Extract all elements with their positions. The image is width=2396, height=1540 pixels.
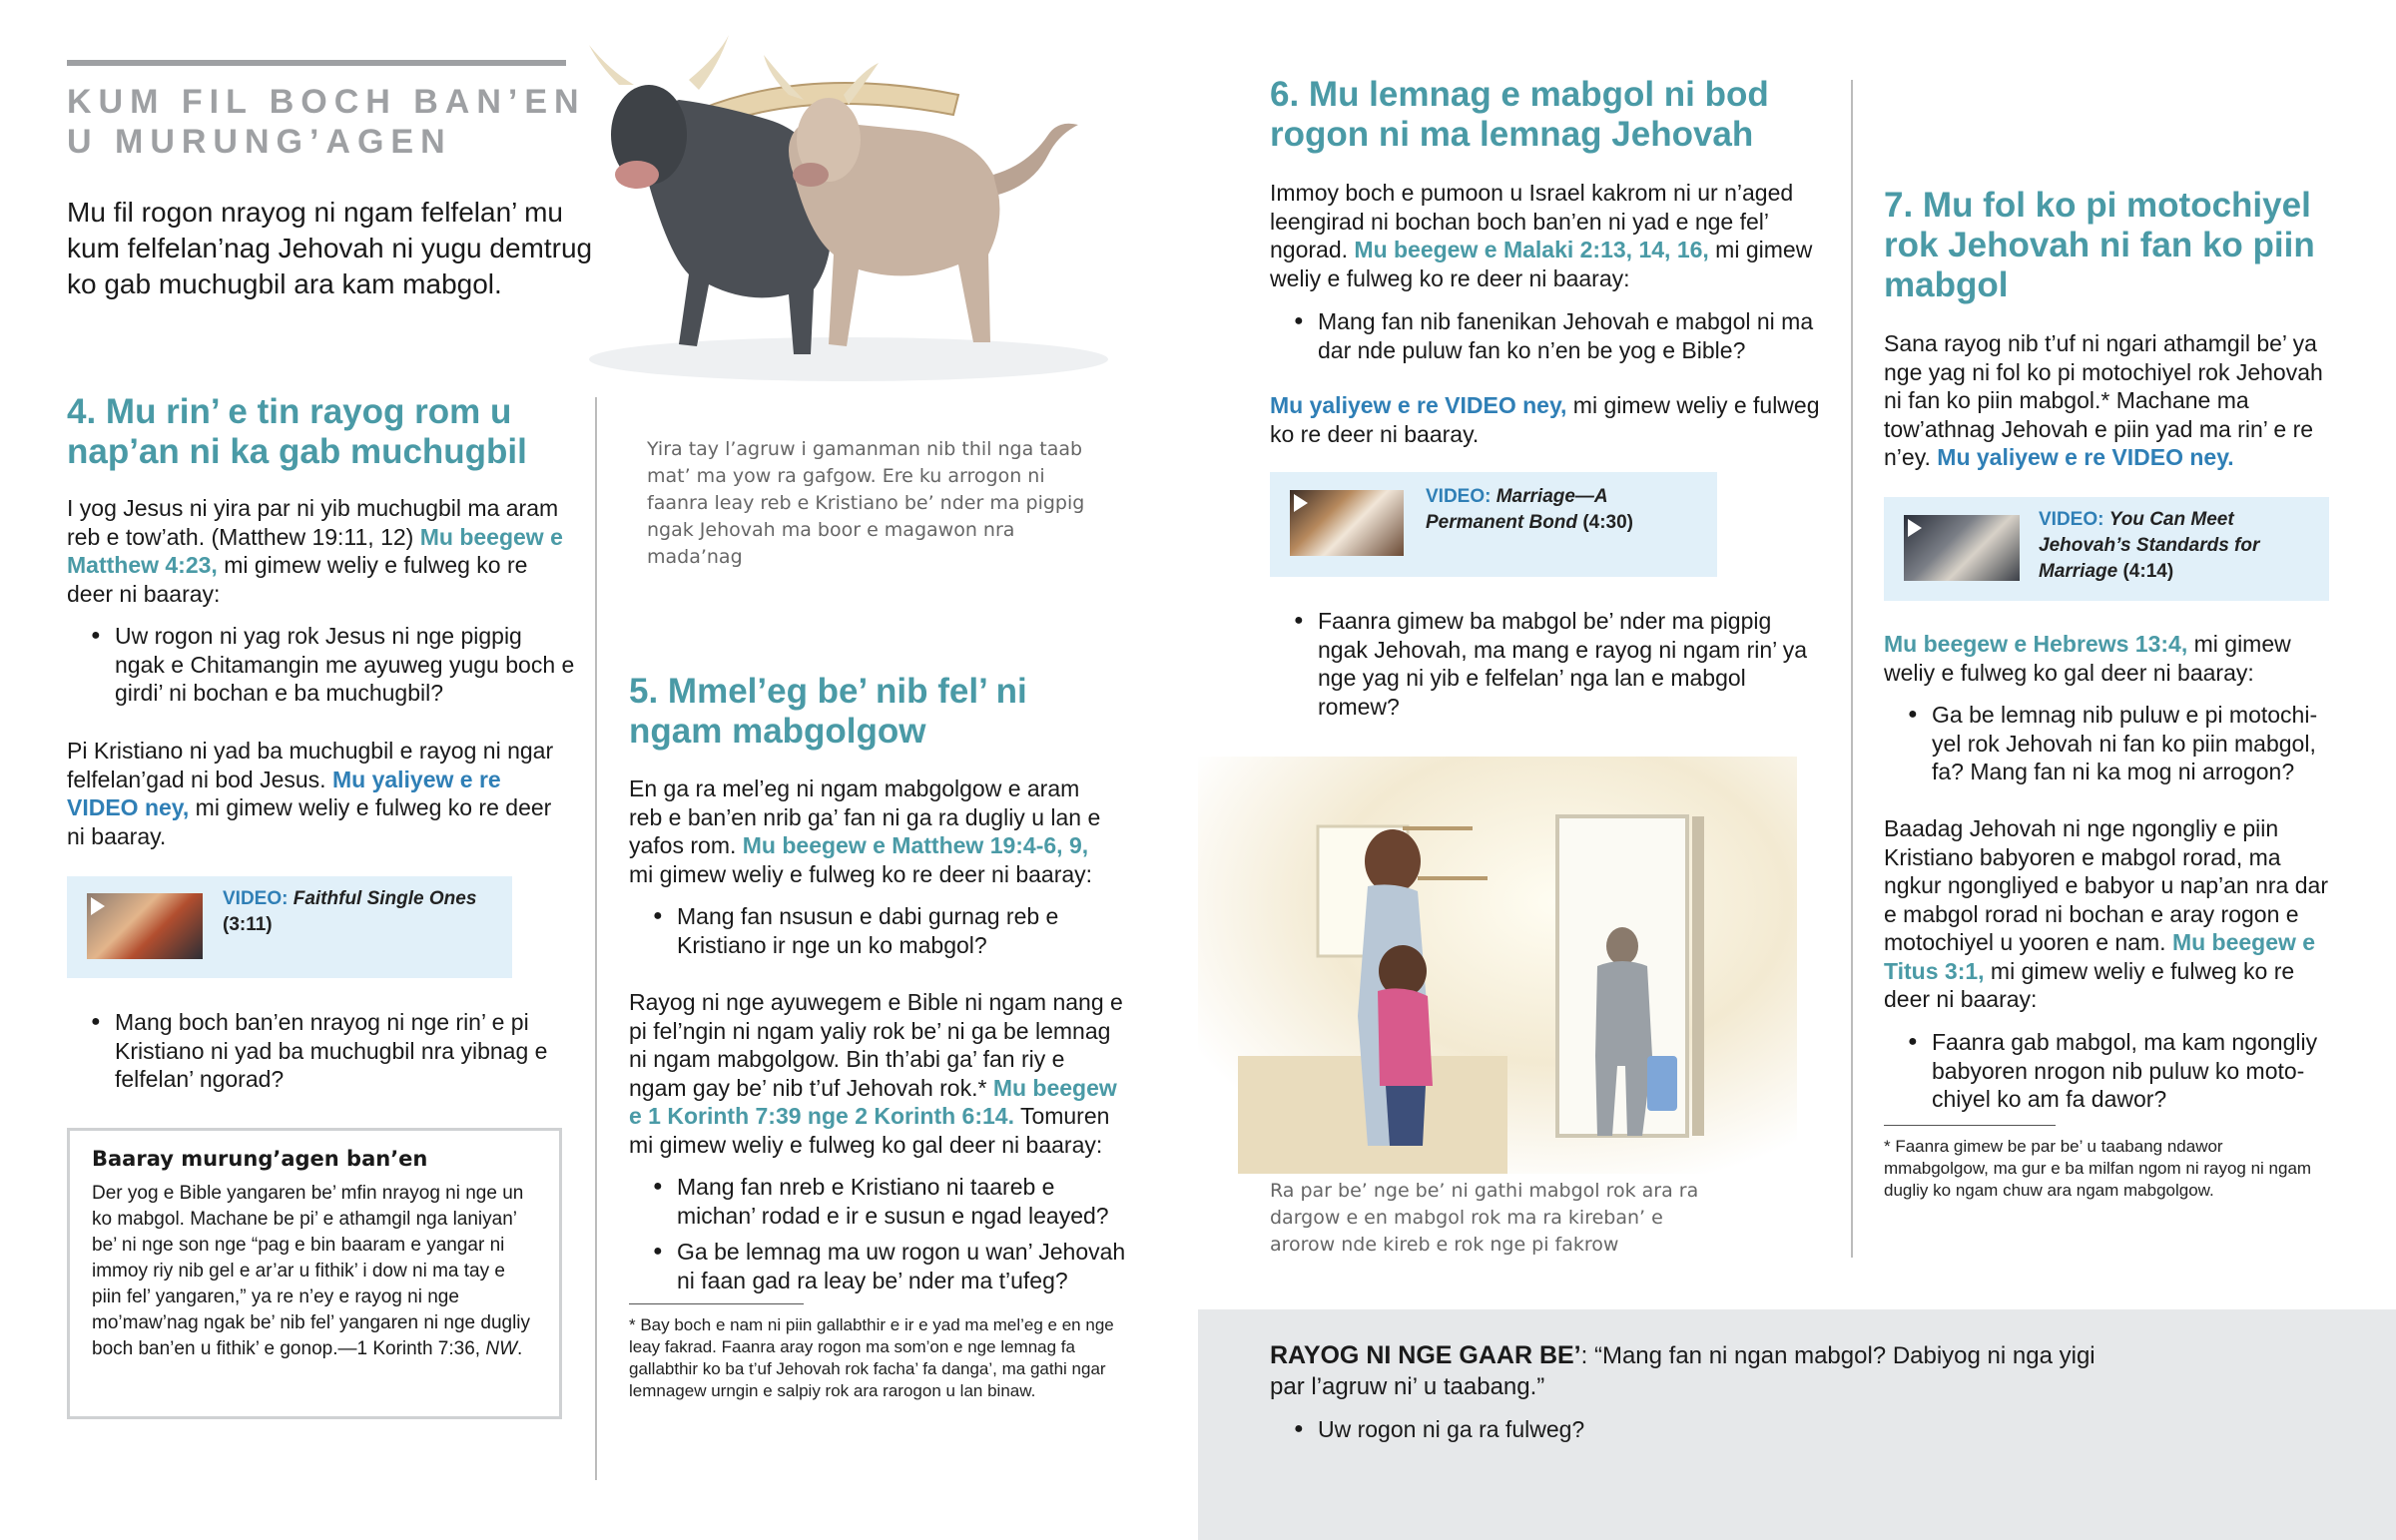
question-item: ● Faanra gimew ba mabgol be’ nder ma pigpig ngak Jehovah, ma mang e rayog ni ngam rin’ ya nge yag ni yib e felfelan’ nga lan e mabgol romew? bbox=[1270, 607, 1809, 721]
footnote-rule bbox=[629, 1303, 804, 1304]
section-7-heading: 7. Mu fol ko pi motochiyel rok Jehovah ni fan ko piin mabgol bbox=[1884, 186, 2315, 304]
video-faithful-single-ones[interactable] bbox=[67, 876, 512, 978]
scripture-link-1-korinth[interactable]: Mu beegew e 1 Korinth 7:39 nge 2 Korinth 6:14. bbox=[629, 1074, 1117, 1129]
bottom-lead: RAYOG NI NGE GAAR BE’ bbox=[1270, 1341, 1581, 1369]
section-7-footnote: * Faanra gimew be par be’ u taabang ndawor mmabgolgow, ma gur e ba milfan ngom ni rayog ni ngam dugliy ko ngam chuw ara ngam mabgolgow. bbox=[1884, 1137, 2312, 1200]
question-item: ● Ga be lemnag nib puluw e pi motochi-yel rok Jehovah ni fan ko piin mabgol, fa? Mang fan ni ka mog ni arrogon? bbox=[1884, 701, 2338, 786]
video-link[interactable]: Mu yaliyew e re VIDEO ney, bbox=[67, 766, 501, 820]
video-caption: VIDEO: Marriage—A Permanent Bond (4:30) bbox=[1426, 486, 1633, 533]
section-4-paragraph-2: Pi Kristiano ni yad ba muchugbil e rayog ni ngar felfelan’gad ni bod Jesus. Mu yaliyew e re VIDEO ney, mi gimew weliy e fulweg ko re deer ni baaray. bbox=[67, 738, 554, 849]
play-icon[interactable] bbox=[1908, 519, 1922, 537]
section-4-questions-1 bbox=[67, 622, 576, 708]
section-5-footnote: * Bay boch e nam ni piin gallabthir e ir e yad ma mel’eg e en nge leay fakrad. Faanra aray rogon ma som’on e nge lemnag fa gallabthir ko ba t’uf Jehovah rok facha’ fa danga’, ma gathi ngar lemnagew urngin e salpiy rok ara rarogon u lan binaw. bbox=[629, 1315, 1114, 1400]
column-divider bbox=[595, 397, 597, 1480]
play-icon[interactable] bbox=[1294, 494, 1308, 512]
section-6-questions-1 bbox=[1270, 307, 1829, 364]
section-6-paragraph-2: Mu yaliyew e re VIDEO ney, mi gimew weliy e fulweg ko re deer ni baaray. bbox=[1270, 392, 1820, 447]
bottom-statement: RAYOG NI NGE GAAR BE’: “Mang fan ni ngan mabgol? Dabiyog ni nga yigi par l’agruw ni’ u taabang.” bbox=[1270, 1341, 2096, 1400]
sidebar-box-title: Baaray murung’agen ban’en bbox=[92, 1147, 428, 1171]
question-item: ● Mang fan nsusun e dabi gurnag reb e Kristiano ir nge un ko mabgol? bbox=[629, 902, 1118, 959]
section-7-questions-2 bbox=[1884, 1028, 2338, 1114]
section-7-questions-1 bbox=[1884, 701, 2338, 786]
section-7-paragraph-3: Baadag Jehovah ni nge ngongliy e piin Kristiano babyoren e mabgol rorad, ma ngkur ngongliyed e babyor u nap’an nra dar e mabgol rorad ni bochan e aray rogon e motochiyel u yooren e nam. Mu beegew e Titus 3:1, mi gimew weliy e fulweg ko re deer ni baaray: bbox=[1884, 815, 2328, 1012]
section-4-paragraph-1: I yog Jesus ni yira par ni yib muchugbil ma aram reb e tow’ath. (Matthew 19:11, 12) Mu beegew e Matthew 4:23, mi gimew weliy e fulweg ko re deer ni baaray: bbox=[67, 495, 563, 607]
scripture-link-malaki[interactable]: Mu beegew e Malaki 2:13, 14, 16, bbox=[1354, 237, 1709, 262]
video-thumbnail[interactable] bbox=[1904, 515, 2020, 581]
family-illustration bbox=[1198, 757, 1797, 1174]
oxen-illustration bbox=[579, 25, 1118, 384]
lesson-title bbox=[67, 82, 626, 162]
section-6-heading: 6. Mu lemnag e mabgol ni bod rogon ni ma lemnag Jehovah bbox=[1270, 75, 1769, 154]
section-7-paragraph-1: Sana rayog nib t’uf ni ngari athamgil be’ ya nge yag ni fol ko pi motochiyel rok Jehovah ni fan ko piin mabgol.* Machane ma tow’athnag Jehovah e piin yad ma rin’ e re n’ey. Mu yaliyew e re VIDEO ney. bbox=[1884, 330, 2323, 470]
sidebar-box bbox=[67, 1128, 562, 1419]
section-5-paragraph-1: En ga ra mel’eg ni ngam mabgolgow e aram reb e ban’en nrib ga’ fan ni ga ra dugliy u lan e yafos rom. Mu beegew e Matthew 19:4-6, 9, mi gimew weliy e fulweg ko re deer ni baaray: bbox=[629, 775, 1101, 887]
question-item: ● Mang fan nib fanenikan Jehovah e mabgol ni ma dar nde puluw fan ko n’en be yog e Bible? bbox=[1270, 307, 1829, 364]
scripture-link-hebrews[interactable]: Mu beegew e Hebrews 13:4, bbox=[1884, 631, 2188, 657]
video-thumbnail[interactable] bbox=[1290, 490, 1404, 556]
scripture-link-titus[interactable]: Mu beegew e Titus 3:1, bbox=[1884, 929, 2316, 984]
play-icon[interactable] bbox=[91, 897, 105, 915]
family-caption: Ra par be’ nge be’ ni gathi mabgol rok ara ra dargow e en mabgol rok ma ra kireban’ e arorow nde kireb e rok nge pi fakrow bbox=[1270, 1180, 1699, 1256]
video-thumbnail[interactable] bbox=[87, 893, 203, 959]
scripture-link-matthew-4-23[interactable]: Mu beegew e Matthew 4:23, bbox=[67, 523, 563, 578]
section-4-heading: 4. Mu rin’ e tin rayog rom u nap’an ni ka gab muchugbil bbox=[67, 392, 527, 471]
oxen-caption: Yira tay l’agruw i gamanman nib thil nga taab mat’ ma yow ra gafgow. Ere ku arrogon ni faanra leay reb e Kristiano be’ nder ma pigpig ngak Jehovah ma boor e magawon nra mada’nag bbox=[647, 438, 1085, 568]
scripture-link-matthew-19[interactable]: Mu beegew e Matthew 19:4-6, 9, bbox=[742, 832, 1089, 858]
video-marriage-permanent-bond[interactable] bbox=[1270, 472, 1717, 577]
video-link[interactable]: Mu yaliyew e re VIDEO ney. bbox=[1937, 444, 2234, 470]
video-caption: VIDEO: Faithful Single Ones (3:11) bbox=[223, 888, 477, 935]
question-item: ● Uw rogon ni yag rok Jesus ni nge pigpig ngak e Chitamangin me ayuweg yugu boch e girdi’ ni bochan e ba muchugbil? bbox=[67, 622, 576, 708]
column-divider bbox=[1851, 80, 1853, 1258]
section-5-questions-2 bbox=[629, 1173, 1128, 1294]
section-6-paragraph-1: Immoy boch e pumoon u Israel kakrom ni ur n’aged leengirad ni bochan boch ban’en ni yad e nge fel’ ngorad. Mu beegew e Malaki 2:13, 14, 16, mi gimew weliy e fulweg ko re deer ni baaray: bbox=[1270, 180, 1813, 291]
question-item: ● Mang boch ban’en nrayog ni nge rin’ e pi Kristiano ni yad ba muchugbil nra yibnag e felfelan’ ngorad? bbox=[67, 1008, 576, 1094]
lesson-title-line1: KUM FIL BOCH BAN’EN bbox=[67, 83, 586, 121]
video-caption: VIDEO: You Can Meet Jehovah’s Standards for Marriage (4:14) bbox=[2039, 509, 2260, 582]
question-item: ● Uw rogon ni ga ra fulweg? bbox=[1270, 1415, 2069, 1444]
video-link[interactable]: Mu yaliyew e re VIDEO ney, bbox=[1270, 392, 1567, 418]
title-rule bbox=[67, 60, 566, 66]
sidebar-box-text: Der yog e Bible yangaren be’ mfin nrayog ni nge un ko mabgol. Machane be pi’ e athamgil nga laniyan’ be’ ni nge son nge “pag e bin baaram e yangar ni immoy riy nib gel e ar’ar u fithik’ i dow ni ma tay e piin fel’ yangaren,” ya re n’ey e rayog ni nge mo’maw’nag ngak be’ nib fel’ yangaren ni nge dugliy boch ban’en u fithik’ e gonop.—1 Korinth 7:36, NW. bbox=[92, 1183, 531, 1359]
footnote-rule bbox=[1884, 1125, 2056, 1126]
question-item: ● Mang fan nreb e Kristiano ni taareb e michan’ rodad e ir e susun e ngad leayed? bbox=[629, 1173, 1128, 1230]
video-jehovahs-standards[interactable] bbox=[1884, 497, 2329, 601]
section-5-paragraph-2: Rayog ni nge ayuwegem e Bible ni ngam nang e pi fel’ngin ni ngam yaliy rok be’ ni ga be lemnag ni ngam mabgolgow. Bin th’abi ga’ fan riy e ngam gay be’ nib t’uf Jehovah rok.* Mu beegew e 1 Korinth 7:39 nge 2 Korinth 6:14. Tomuren mi gimew weliy e fulweg ko gal deer ni baaray: bbox=[629, 989, 1123, 1158]
question-item: ● Faanra gab mabgol, ma kam ngongliy babyoren nrogon nib puluw ko moto-chiyel ko am fa dawor? bbox=[1884, 1028, 2338, 1114]
bottom-questions bbox=[1270, 1415, 2069, 1444]
question-item: ● Ga be lemnag ma uw rogon u wan’ Jehovah ni faan gad ra leay be’ nder ma t’ufeg? bbox=[629, 1238, 1128, 1294]
intro-text: Mu fil rogon nrayog ni ngam felfelan’ mu kum felfelan’nag Jehovah ni yugu demtrug ko gab muchugbil ara kam mabgol. bbox=[67, 197, 593, 299]
section-5-questions-1 bbox=[629, 902, 1118, 959]
section-4-questions-2 bbox=[67, 1008, 576, 1094]
section-5-heading: 5. Mmel’eg be’ nib fel’ ni ngam mabgolgow bbox=[629, 672, 1027, 751]
section-6-questions-2 bbox=[1270, 607, 1809, 721]
section-7-paragraph-2: Mu beegew e Hebrews 13:4, mi gimew weliy e fulweg ko gal deer ni baaray: bbox=[1884, 631, 2291, 686]
lesson-title-line2: U MURUNG’AGEN bbox=[67, 123, 452, 161]
